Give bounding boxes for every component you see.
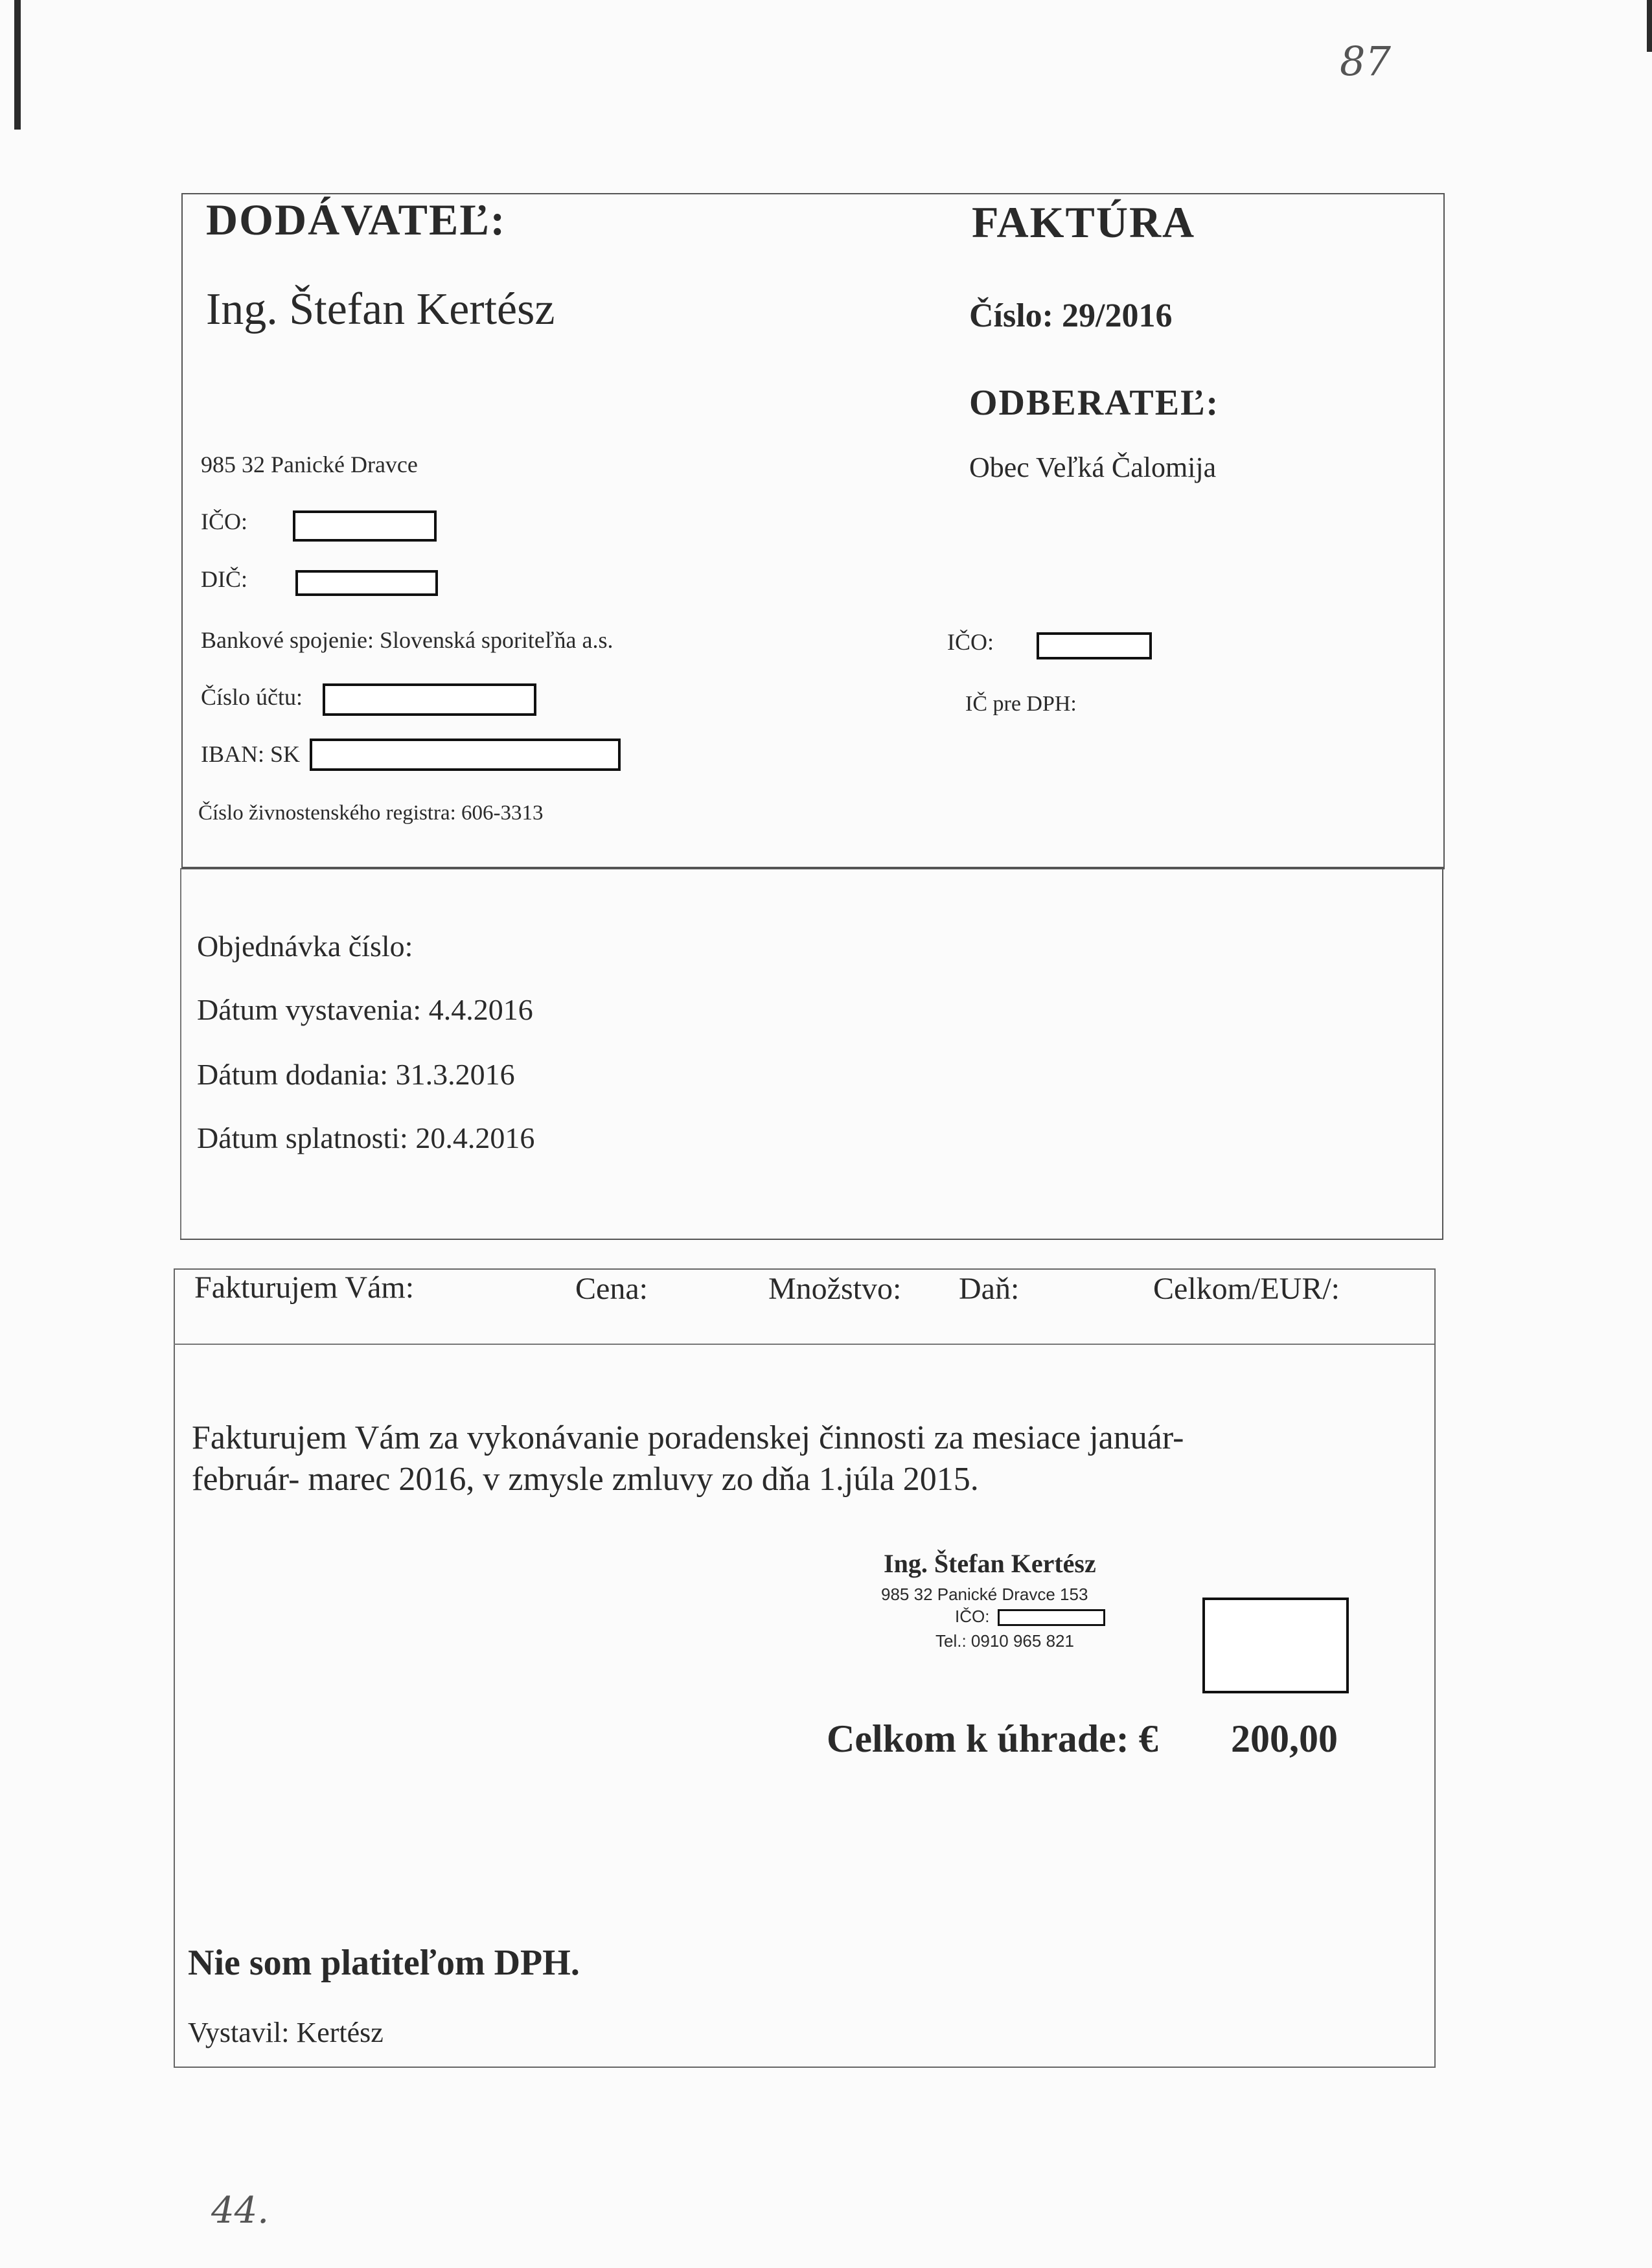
supplier-ico-label: IČO: — [201, 509, 247, 534]
redacted-supplier-dic — [295, 570, 438, 596]
supplier-account-label: Číslo účtu: — [201, 684, 303, 710]
due-date: Dátum splatnosti: 20.4.2016 — [197, 1121, 535, 1154]
redacted-stamp-ico — [998, 1609, 1105, 1626]
invoice-number: Číslo: 29/2016 — [969, 297, 1173, 334]
supplier-register: Číslo živnostenského registra: 606-3313 — [198, 801, 544, 825]
header-box-divider — [181, 867, 1443, 868]
delivery-date: Dátum dodania: 31.3.2016 — [197, 1058, 515, 1091]
redacted-iban — [310, 739, 621, 771]
supplier-dic-label: DIČ: — [201, 566, 247, 592]
customer-name: Obec Veľká Čalomija — [969, 452, 1217, 483]
redacted-customer-ico — [1037, 632, 1152, 659]
supplier-address: 985 32 Panické Dravce — [201, 452, 418, 477]
vat-note: Nie som platiteľom DPH. — [188, 1943, 580, 1983]
dates-bottom-border — [180, 1239, 1443, 1240]
col-header-price: Cena: — [575, 1272, 648, 1306]
total-label: Celkom k úhrade: € — [827, 1717, 1158, 1760]
customer-vat-label: IČ pre DPH: — [965, 692, 1077, 716]
total-amount: 200,00 — [1231, 1717, 1338, 1760]
col-header-description: Fakturujem Vám: — [194, 1270, 415, 1305]
stamp-address: 985 32 Panické Dravce 153 — [881, 1585, 1088, 1604]
stamp-name: Ing. Štefan Kertész — [884, 1549, 1096, 1578]
issued-by: Vystavil: Kertész — [188, 2017, 384, 2048]
issue-date: Dátum vystavenia: 4.4.2016 — [197, 993, 533, 1026]
item-description-line2: február- marec 2016, v zmysle zmluvy zo dňa 1.júla 2015. — [192, 1461, 979, 1498]
supplier-iban-label: IBAN: SK — [201, 741, 301, 767]
scan-edge-right — [1647, 0, 1652, 52]
handwritten-page-number: 87 — [1340, 38, 1391, 85]
invoice-title: FAKTÚRA — [972, 198, 1196, 247]
redacted-supplier-ico — [293, 510, 437, 542]
customer-ico-label: IČO: — [947, 629, 994, 655]
dates-right-border — [1442, 868, 1443, 1240]
supplier-name: Ing. Štefan Kertész — [206, 284, 555, 334]
stamp-ico-label: IČO: — [955, 1607, 990, 1626]
scan-edge-left — [14, 0, 21, 130]
redacted-signature — [1202, 1598, 1349, 1693]
item-description-line1: Fakturujem Vám za vykonávanie poradenskej činnosti za mesiace január- — [192, 1419, 1184, 1456]
dates-left-border — [180, 868, 181, 1240]
stamp-phone: Tel.: 0910 965 821 — [935, 1631, 1074, 1651]
supplier-bank: Bankové spojenie: Slovenská sporiteľňa a.s. — [201, 627, 614, 653]
col-header-quantity: Množstvo: — [768, 1272, 902, 1306]
col-header-total: Celkom/EUR/: — [1153, 1272, 1340, 1306]
order-number-label: Objednávka číslo: — [197, 930, 413, 963]
redacted-account-number — [323, 683, 536, 716]
customer-heading: ODBERATEĽ: — [969, 383, 1220, 423]
col-header-tax: Daň: — [959, 1272, 1020, 1306]
items-header-divider — [174, 1344, 1434, 1345]
supplier-heading: DODÁVATEĽ: — [206, 195, 507, 244]
handwritten-note: 44. — [211, 2190, 270, 2232]
